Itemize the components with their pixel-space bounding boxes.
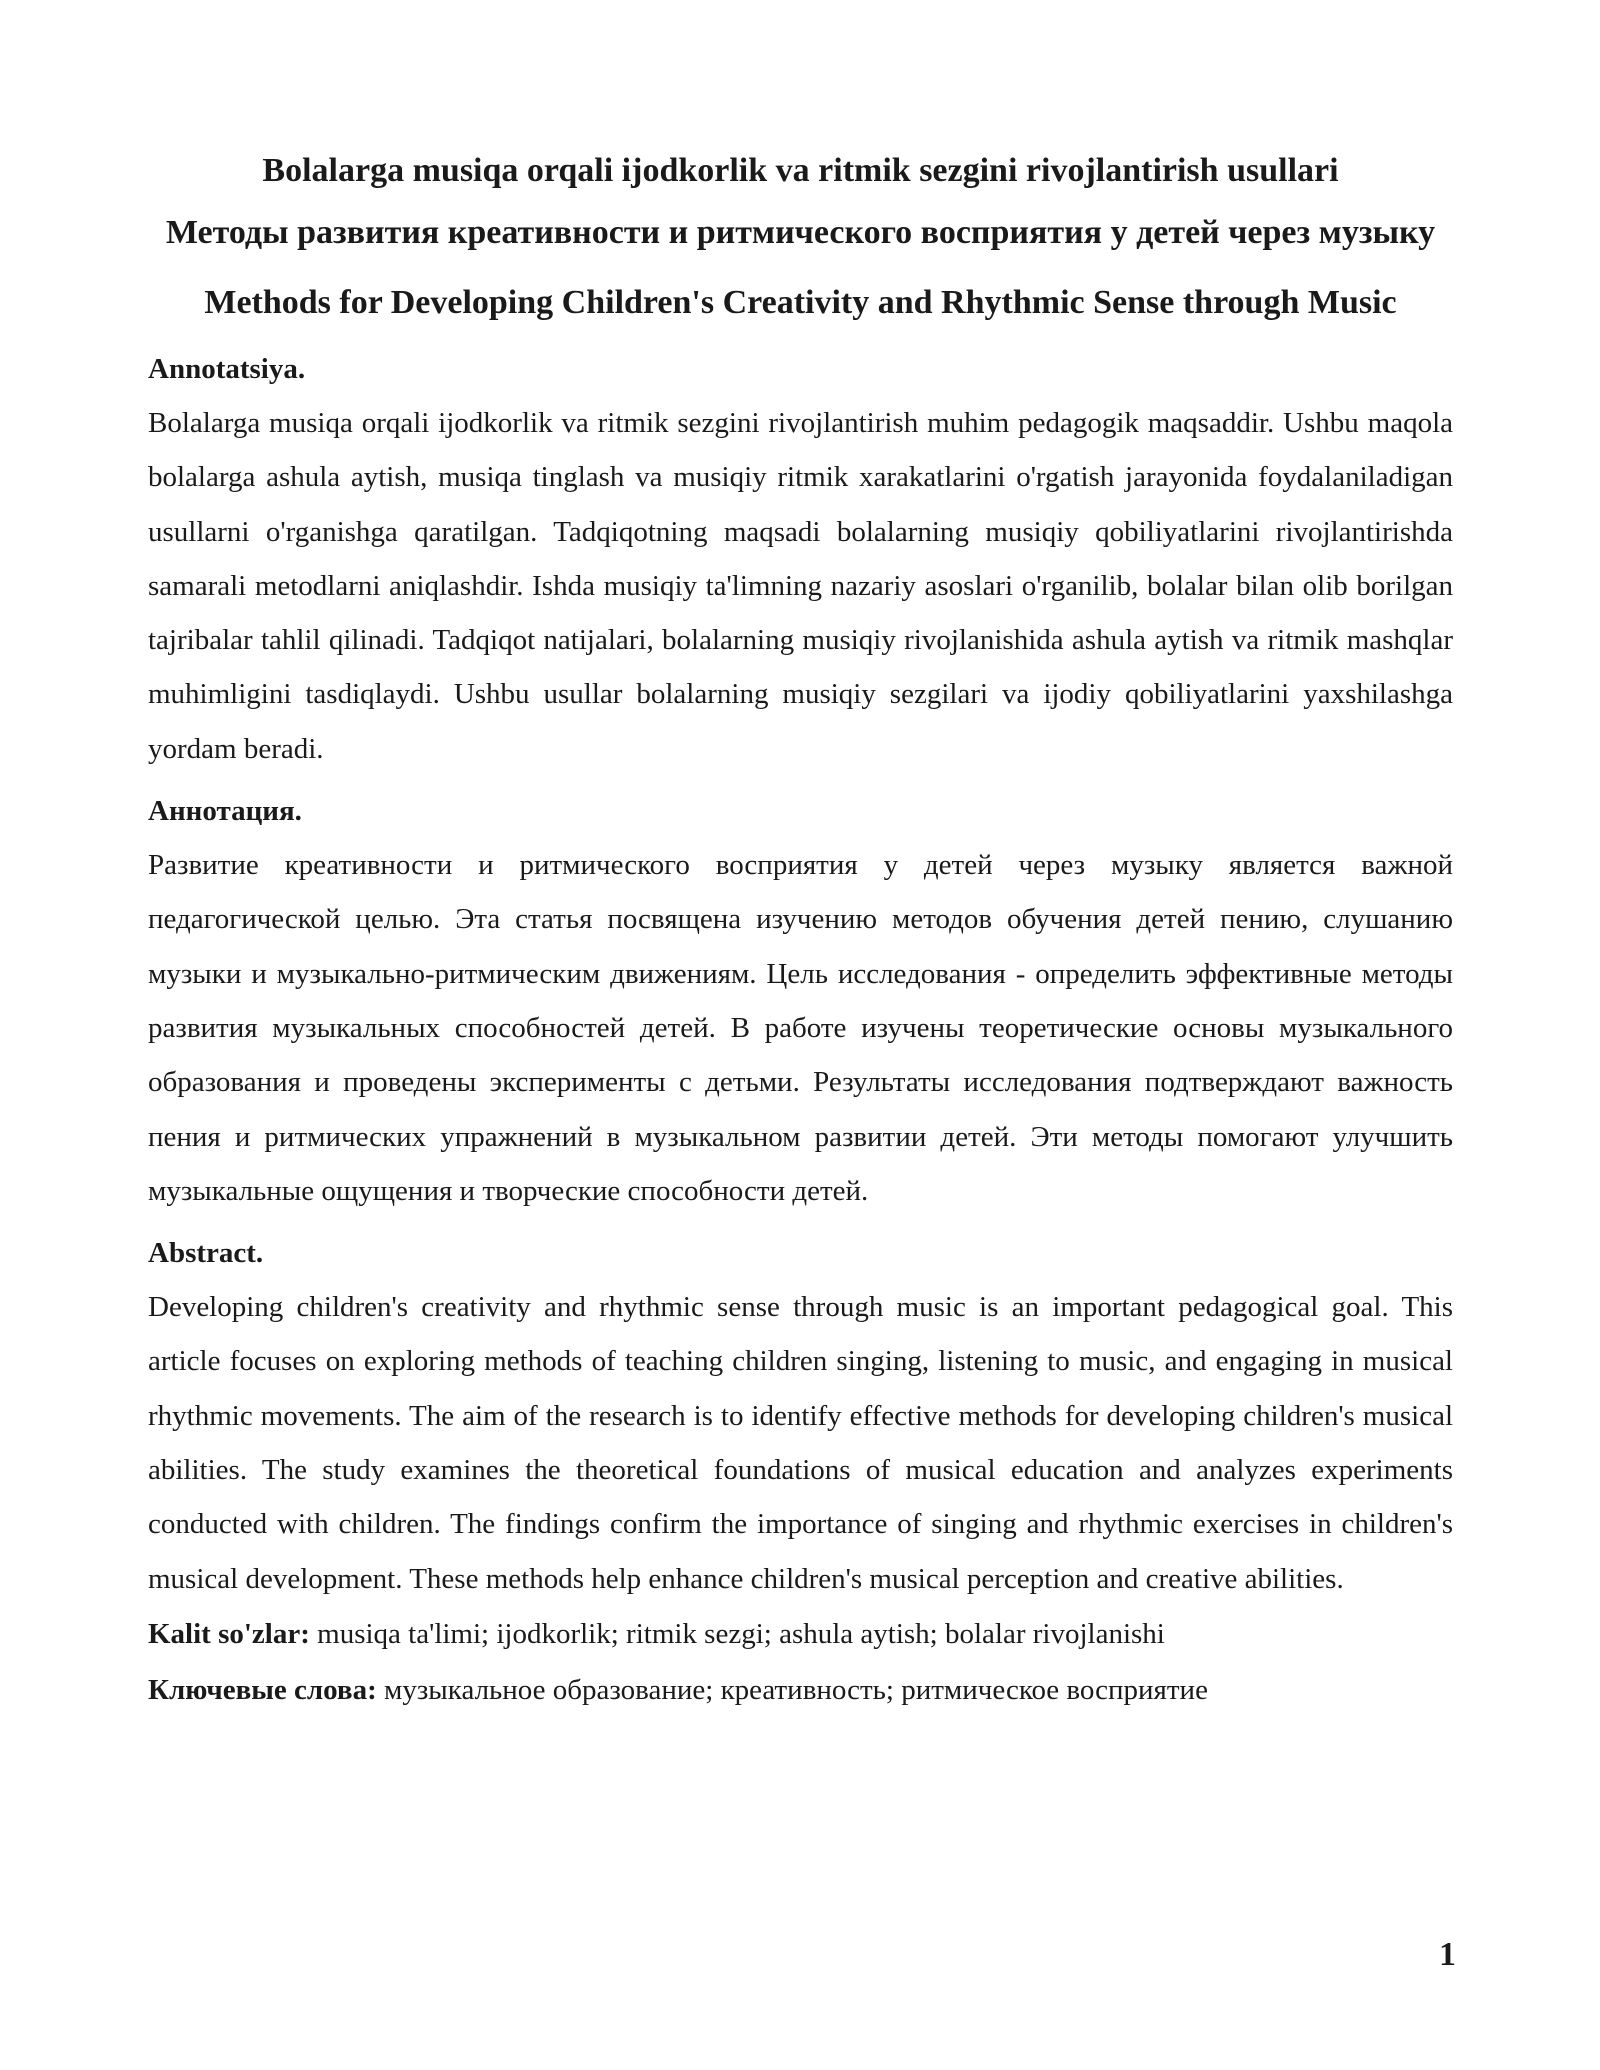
title-uzbek: Bolalarga musiqa orqali ijodkorlik va ritmik sezgini rivojlantirish usullari [262,152,1339,189]
abstract-en-text: Developing children's creativity and rhythmic sense through music is an important pedagogical goal. This article focuses on exploring methods of teaching children singing, listening to music, and engaging in musical rhythmic movements. The aim of the research is to identify effective methods for developing children's musical abilities. The study examines the theoretical foundations of musical education and analyzes experiments conducted with children. The findings confirm the importance of singing and rhythmic exercises in children's musical development. These methods help enhance children's musical perception and creative abilities. [148,1291,1453,1595]
abstract-en-heading: Abstract. [148,1237,264,1270]
abstract-uz-heading: Annotatsiya. [148,353,306,385]
keywords-ru-label: Ключевые слова: [148,1673,377,1706]
abstract-uz-text: Bolalarga musiqa orqali ijodkorlik va ritmik sezgini rivojlantirish muhim pedagogik maqsaddir. Ushbu maqola bolalarga ashula aytish, musiqa tinglash va musiqiy ritmik xarakatlarini o'rgatish jarayonida foydalaniladigan usullarni o'rganishga qaratilgan. Tadqiqotning maqsadi bolalarning musiqiy qobiliyatlarini rivojlantirishda samarali metodlarni aniqlashdir. Ishda musiqiy ta'limning nazariy asoslari o'rganilib, bolalar bilan olib borilgan tajribalar tahlil qilinadi. Tadqiqot natijalari, bolalarning musiqiy rivojlanishida ashula aytish va ritmik mashqlar muhimligini tasdiqlaydi. Ushbu usullar bolalarning musiqiy sezgilari va ijodiy qobiliyatlarini yaxshilashga yordam beradi. [148,407,1453,765]
title-english: Methods for Developing Children's Creativity and Rhythmic Sense through Music [204,284,1397,321]
title-russian: Методы развития креативности и ритмического восприятия у детей через музыку [165,214,1436,251]
keywords-ru-list: музыкальное образование; креативность; ритмическое восприятие [376,1673,1208,1706]
keywords-uz-list: musiqa ta'limi; ijodkorlik; ritmik sezgi; ashula aytish; bolalar rivojlanishi [309,1617,1165,1650]
paper-page [148,140,1453,1718]
keywords-uz-label: Kalit so'zlar: [148,1617,310,1650]
keywords-ru [148,1662,1453,1718]
abstract-ru-text: Развитие креативности и ритмического восприятия у детей через музыку является важной педагогической целью. Эта статья посвящена изучению методов обучения детей пению, слушанию музыки и музыкально-ритмическим движениям. Цель исследования - определить эффективные методы развития музыкальных способностей детей. В работе изучены теоретические основы музыкального образования и проведены эксперименты с детьми. Результаты исследования подтверждают важность пения и ритмических упражнений в музыкальном развитии детей. Эти методы помогают улучшить музыкальные ощущения и творческие способности детей. [148,849,1453,1207]
abstract-ru-heading: Аннотация. [148,795,302,828]
page-number: 1 [1439,1936,1456,1973]
keywords-uz [148,1606,1453,1662]
